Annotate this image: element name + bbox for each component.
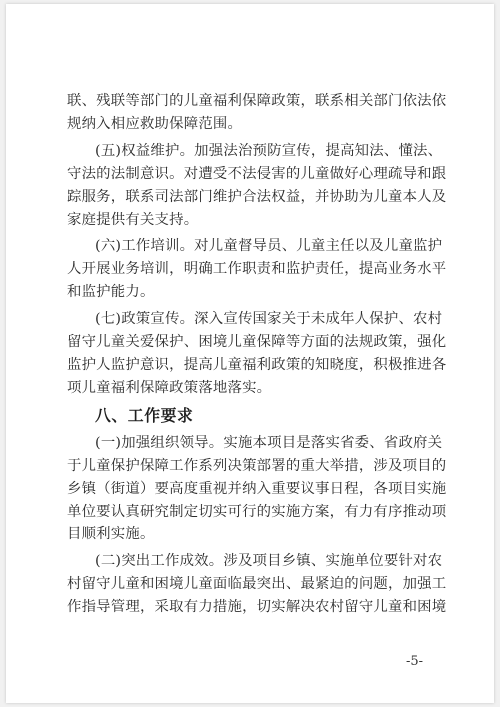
text-line: 守法的法制意识。对遭受不法侵害的儿童做好心理疏导和跟 — [67, 165, 447, 182]
text-line: 人开展业务培训，明确工作职责和监护责任，提高业务水平 — [67, 261, 447, 278]
text-line: 联、残联等部门的儿童福利保障政策，联系相关部门依法依 — [67, 93, 447, 109]
text-line: (一)加强组织领导。实施本项目是落实省委、省政府关 — [95, 434, 443, 451]
text-line: (五)权益维护。加强法治预防宣传，提高知法、懂法、 — [95, 142, 443, 159]
paragraph-training — [67, 235, 447, 304]
text-line: 和监护能力。 — [67, 284, 155, 301]
text-line: 家庭提供有关支持。 — [67, 211, 199, 228]
section-heading: 八、工作要求 — [95, 405, 194, 425]
document-body — [67, 90, 447, 623]
document-page — [6, 4, 494, 703]
paragraph-policy-publicity — [67, 308, 447, 400]
text-line: 规纳入相应救助保障范围。 — [67, 115, 243, 132]
paragraph-organization — [67, 432, 447, 547]
paragraph-continuation — [67, 90, 447, 136]
text-line: 监护人监护意识，提高儿童福利政策的知晓度，积极推进各 — [67, 356, 447, 373]
text-line: 项儿童福利保障政策落地落实。 — [67, 379, 272, 396]
text-line: 目顺利实施。 — [67, 526, 155, 543]
text-line: 留守儿童关爱保护、困境儿童保障等方面的法规政策，强化 — [67, 334, 447, 351]
text-line: (七)政策宣传。深入宣传国家关于未成年人保护、农村 — [95, 311, 443, 328]
paragraph-rights-protection — [67, 140, 447, 232]
text-line: 单位要认真研究制定切实可行的实施方案，有力有序推动项 — [67, 503, 447, 520]
text-line: 于儿童保护保障工作系列决策部署的重大举措，涉及项目的 — [67, 457, 447, 474]
text-line: 村留守儿童和困境儿童面临最突出、最紧迫的问题，加强工 — [67, 576, 447, 593]
text-line: 作指导管理，采取有力措施，切实解决农村留守儿童和困境 — [67, 599, 447, 616]
text-line: 乡镇（街道）要高度重视并纳入重要议事日程，各项目实施 — [67, 480, 447, 497]
paragraph-effectiveness — [67, 550, 447, 619]
page-number: -5- — [406, 654, 424, 669]
text-line: (六)工作培训。对儿童督导员、儿童主任以及儿童监护 — [95, 238, 443, 255]
text-line: (二)突出工作成效。涉及项目乡镇、实施单位要针对农 — [95, 553, 443, 570]
text-line: 踪服务，联系司法部门维护合法权益，并协助为儿童本人及 — [67, 188, 447, 205]
